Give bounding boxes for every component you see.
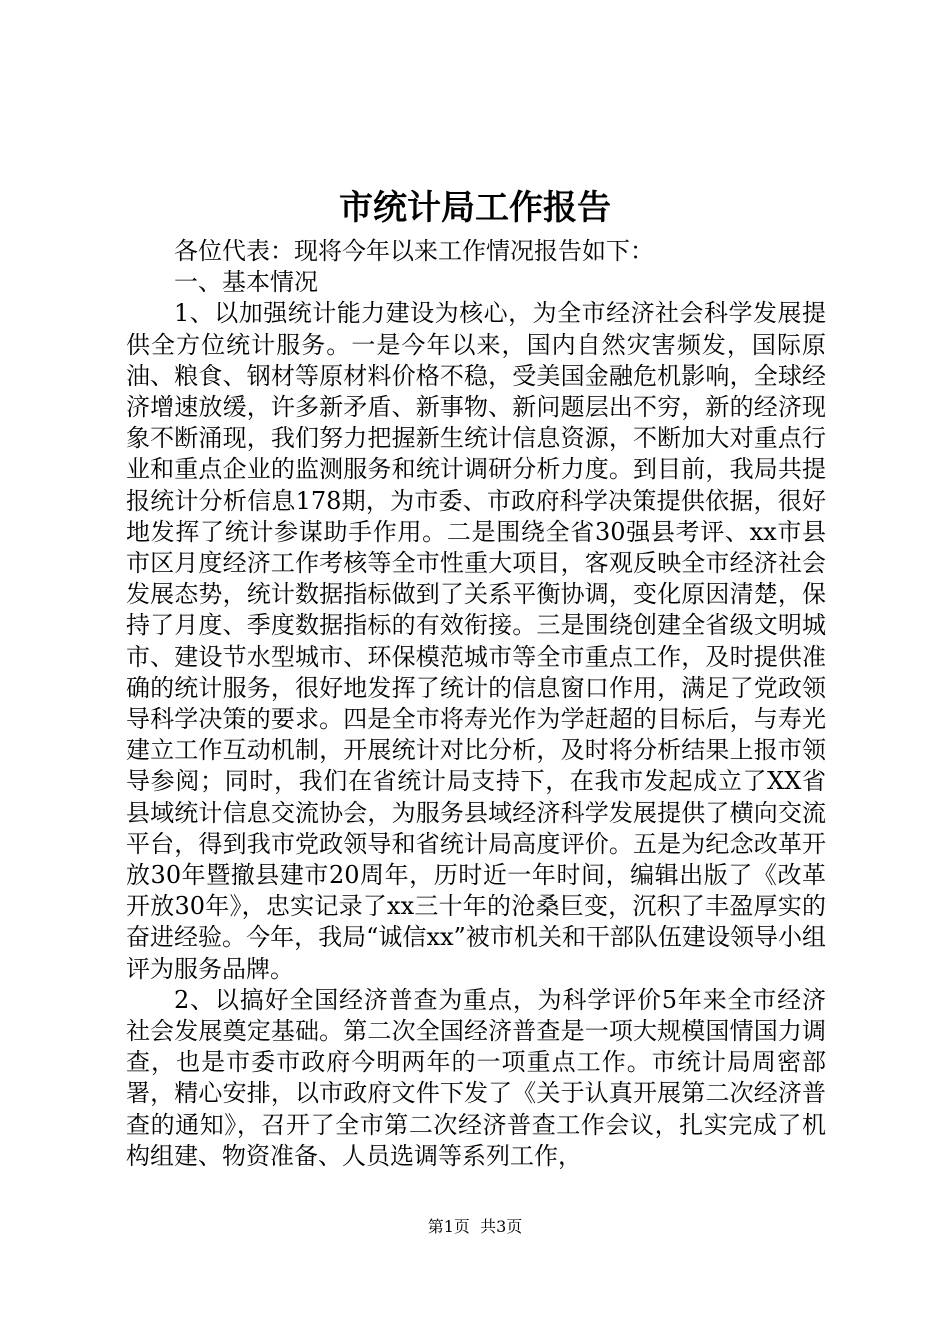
document-title: 市统计局工作报告	[339, 188, 611, 228]
document-body	[126, 236, 826, 1172]
section-heading-basic-situation: 一、基本情况	[174, 268, 318, 297]
total-pages: 共3页	[480, 1217, 523, 1236]
page-footer	[0, 1216, 950, 1238]
page-number: 第1页	[427, 1217, 470, 1236]
paragraph-item-2: 2、以搞好全国经济普查为重点，为科学评价5年来全市经济社会发展奠定基础。第二次全国经济普查是一项大规模国情国力调查，也是市委市政府今明两年的一项重点工作。市统计局周密部署，精心安排，以市政府文件下发了《关于认真开展第二次经济普查的通知》，召开了全市第二次经济普查工作会议，扎实完成了机构组建、物资准备、人员选调等系列工作，	[126, 985, 826, 1170]
paragraph-item-1: 1、以加强统计能力建设为核心，为全市经济社会科学发展提供全方位统计服务。一是今年以来，国内自然灾害频发，国际原油、粮食、钢材等原材料价格不稳，受美国金融危机影响，全球经济增速放缓，许多新矛盾、新事物、新问题层出不穷，新的经济现象不断涌现，我们努力把握新生统计信息资源，不断加大对重点行业和重点企业的监测服务和统计调研分析力度。到目前，我局共提报统计分析信息178期，为市委、市政府科学决策提供依据，很好地发挥了统计参谋助手作用。二是围绕全省30强县考评、xx市县市区月度经济工作考核等全市性重大项目，客观反映全市经济社会发展态势，统计数据指标做到了关系平衡协调，变化原因清楚，保持了月度、季度数据指标的有效衔接。三是围绕创建全省级文明城市、建设节水型城市、环保模范城市等全市重点工作，及时提供准确的统计服务，很好地发挥了统计的信息窗口作用，满足了党政领导科学决策的要求。四是全市将寿光作为学赶超的目标后，与寿光建立工作互动机制，开展统计对比分析，及时将分析结果上报市领导参阅；同时，我们在省统计局支持下，在我市发起成立了XX省县域统计信息交流协会，为服务县域经济科学发展提供了横向交流平台，得到我市党政领导和省统计局高度评价。五是为纪念改革开放30年暨撤县建市20周年，历时近一年时间，编辑出版了《改革开放30年》，忠实记录了xx三十年的沧桑巨变，沉积了丰盈厚实的奋进经验。今年，我局“诚信xx”被市机关和干部队伍建设领导小组评为服务品牌。	[126, 299, 826, 983]
paragraph-greeting: 各位代表：现将今年以来工作情况报告如下：	[174, 237, 654, 265]
